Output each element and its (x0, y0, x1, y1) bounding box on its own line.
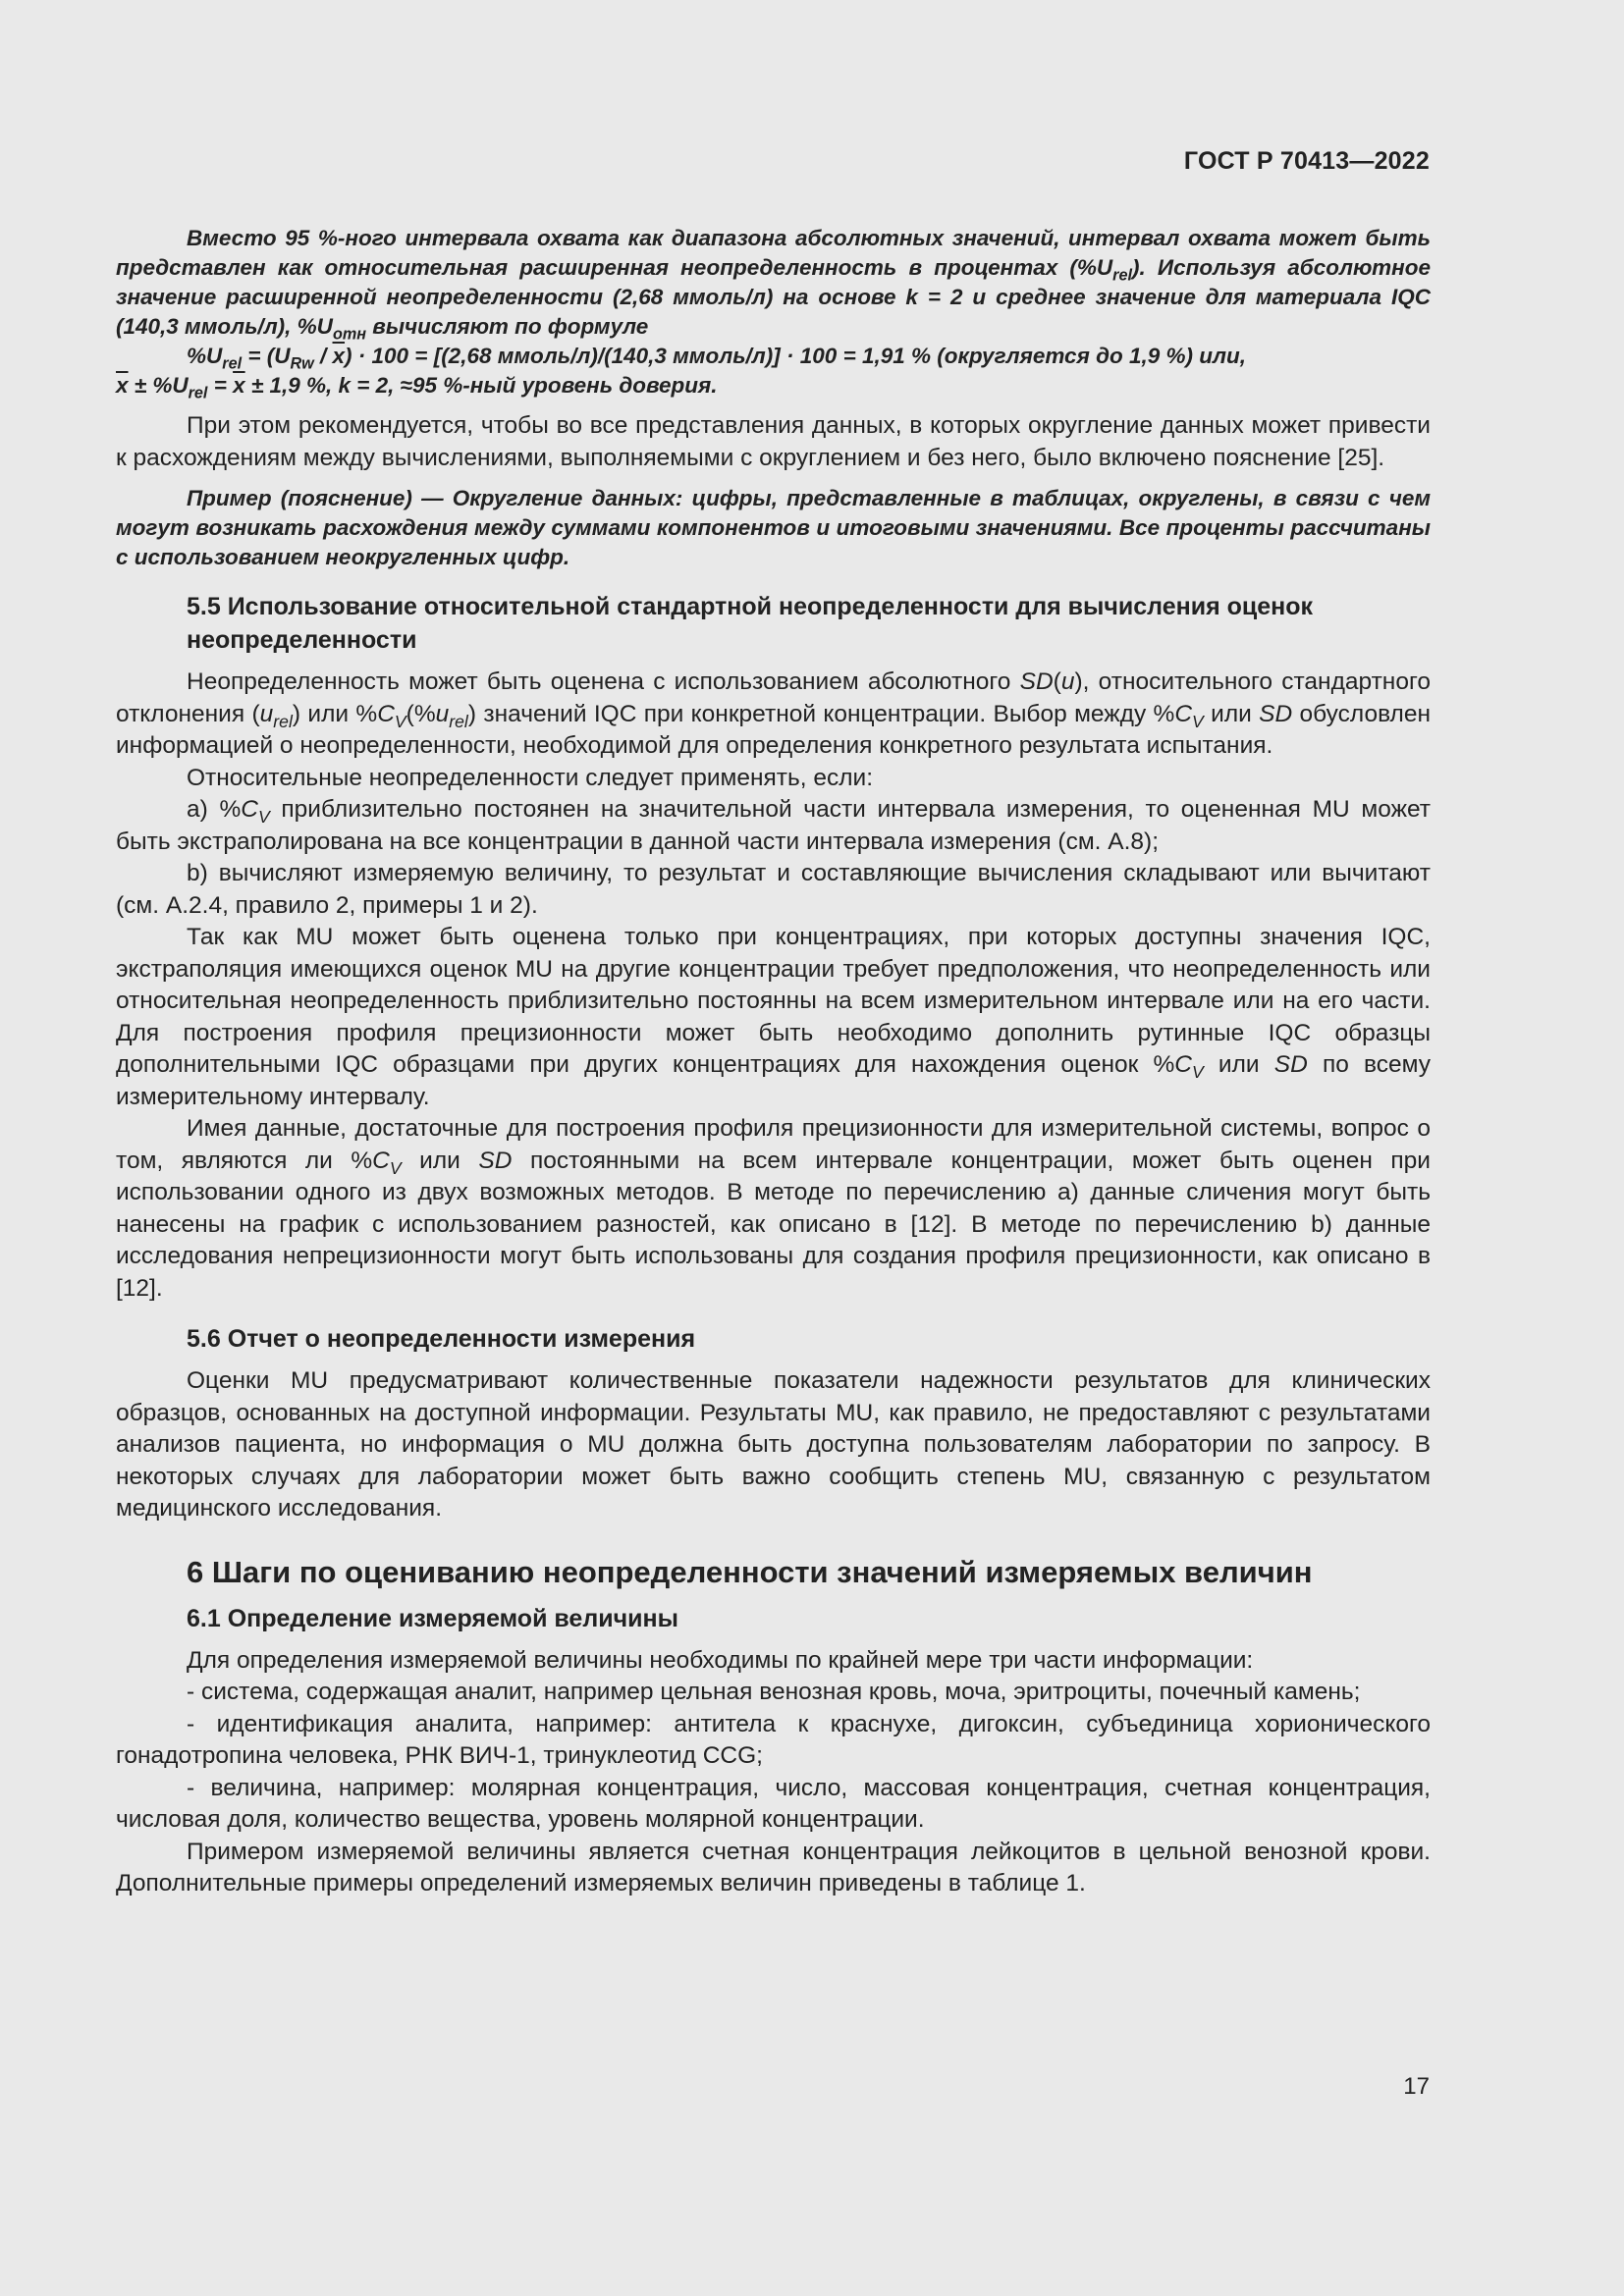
document-id: ГОСТ Р 70413—2022 (1183, 147, 1430, 175)
section-title-5-5: 5.5 Использование относительной стандартной неопределенности для вычисления оценок неопределенности (187, 593, 1314, 654)
paragraph: Для определения измеряемой величины необходимы по крайней мере три части информации: (187, 1646, 1254, 1674)
list-item: - система, содержащая аналит, например цельная венозная кровь, моча, эритроциты, почечный камень; (187, 1679, 1361, 1705)
paragraph: Так как MU может быть оценена только при концентрациях, при которых доступны значения IQC, экстраполяция имеющихся оценок MU на другие концентрации требует предположения, что неопределенность или относительная неопределенность приблизительно постоянны на всем измерительном интервале или на его части. Для построения профиля прецизионности может быть необходимо дополнить рутинные IQC образцы дополнительными IQC образцами при других концентрациях для нахождения оценок $\%C_V$ или SD по всему измерительному интервалу. (116, 924, 1431, 1110)
paragraph: Оценки MU предусматривают количественные показатели надежности результатов для клинических образцов, основанных на доступной информации. Результаты MU, как правило, не предоставляют с результатами анализов пациента, но информация о MU должна быть доступна пользователям лаборатории по запросу. В некоторых случаях для лаборатории может быть важно сообщить степень MU, связанную с результатом медицинского исследования. (116, 1367, 1431, 1522)
formula-line-2: $\overline{x} \pm \%U_{rel} = \overline{x} \pm 1,9$ %, k = 2, ≈95 %-ный уровень доверия. (116, 373, 718, 402)
note-rounding-example: Пример (пояснение) — Округление данных: цифры, представленные в таблицах, округлены, в связи с чем могут возникать расхождения между суммами компонентов и итоговыми значениями. Все проценты рассчитаны с использованием неокругленных цифр. (116, 486, 1431, 569)
list-item: b) вычисляют измеряемую величину, то результат и составляющие вычисления складывают или вычитают (см. А.2.4, правило 2, примеры 1 и 2). (116, 860, 1431, 919)
paragraph-rounding: При этом рекомендуется, чтобы во все представления данных, в которых округление данных может привести к расхождениям между вычислениями, выполняемыми с округлением и без него, было включено пояснение [25]. (116, 412, 1431, 471)
document-body (116, 224, 1431, 1900)
paragraph: Примером измеряемой величины является счетная концентрация лейкоцитов в цельной венозной крови. Дополнительные примеры определений измеряемых величин приведены в таблице 1. (116, 1838, 1431, 1896)
section-title-5-6: 5.6 Отчет о неопределенности измерения (187, 1325, 696, 1353)
chapter-title-6: 6 Шаги по оцениванию неопределенности значений измеряемых величин (187, 1554, 1313, 1589)
list-item: - идентификация аналита, например: антитела к краснухе, дигоксин, субъединица хорионического гонадотропина человека, РНК ВИЧ-1, тринуклеотид CCG; (116, 1710, 1431, 1769)
paragraph: Относительные неопределенности следует применять, если: (187, 764, 874, 791)
note-paragraph: Вместо 95 %-ного интервала охвата как диапазона абсолютных значений, интервал охвата может быть представлен как относительная расширенная неопределенность в процентах $(\%U_{rel})$. Используя абсолютное значение расширенной неопределенности (2,68 ммоль/л) на основе k = 2 и среднее значение для материала IQC (140,3 ммоль/л), $\%U_{отн}$ вычисляют по формуле (116, 226, 1431, 344)
formula-line: $\%U_{rel} = (U_{Rw} / \overline{x}) \cdot 100 = [(2,68$ ммоль/л)/(140,3 ммоль/л)] · 100 = 1,91 % (округляется до 1,9 %) или, (187, 344, 1246, 373)
section-title-6-1: 6.1 Определение измеряемой величины (187, 1604, 678, 1632)
paragraph: Неопределенность может быть оценена с использованием абсолютного SD(u), относительного стандартного отклонения $(u_{rel})$ или $\%C_V(\%u_{rel})$ значений IQC при конкретной концентрации. Выбор между $\%C_V$ или SD обусловлен информацией о неопределенности, необходимой для определения конкретного результата испытания. (116, 668, 1431, 759)
list-item: - величина, например: молярная концентрация, число, массовая концентрация, счетная концентрация, числовая доля, количество вещества, уровень молярной концентрации. (116, 1774, 1431, 1833)
list-item: a) $\%C_V$ приблизительно постоянен на значительной части интервала измерения, то оцененная MU может быть экстраполирована на все концентрации в данной части интервала измерения (см. А.8); (116, 796, 1431, 855)
note-coverage-interval (116, 224, 1431, 400)
paragraph: Имея данные, достаточные для построения профиля прецизионности для измерительной системы, вопрос о том, являются ли $\%C_V$ или SD постоянными на всем интервале концентрации, может быть оценен при использовании одного из двух возможных методов. В методе по перечислению a) данные сличения могут быть нанесены на график с использованием разностей, как описано в [12]. В методе по перечислению b) данные исследования непрецизионности могут быть использованы для создания профиля прецизионности, как описано в [12]. (116, 1115, 1431, 1302)
page-number: 17 (1403, 2073, 1430, 2100)
